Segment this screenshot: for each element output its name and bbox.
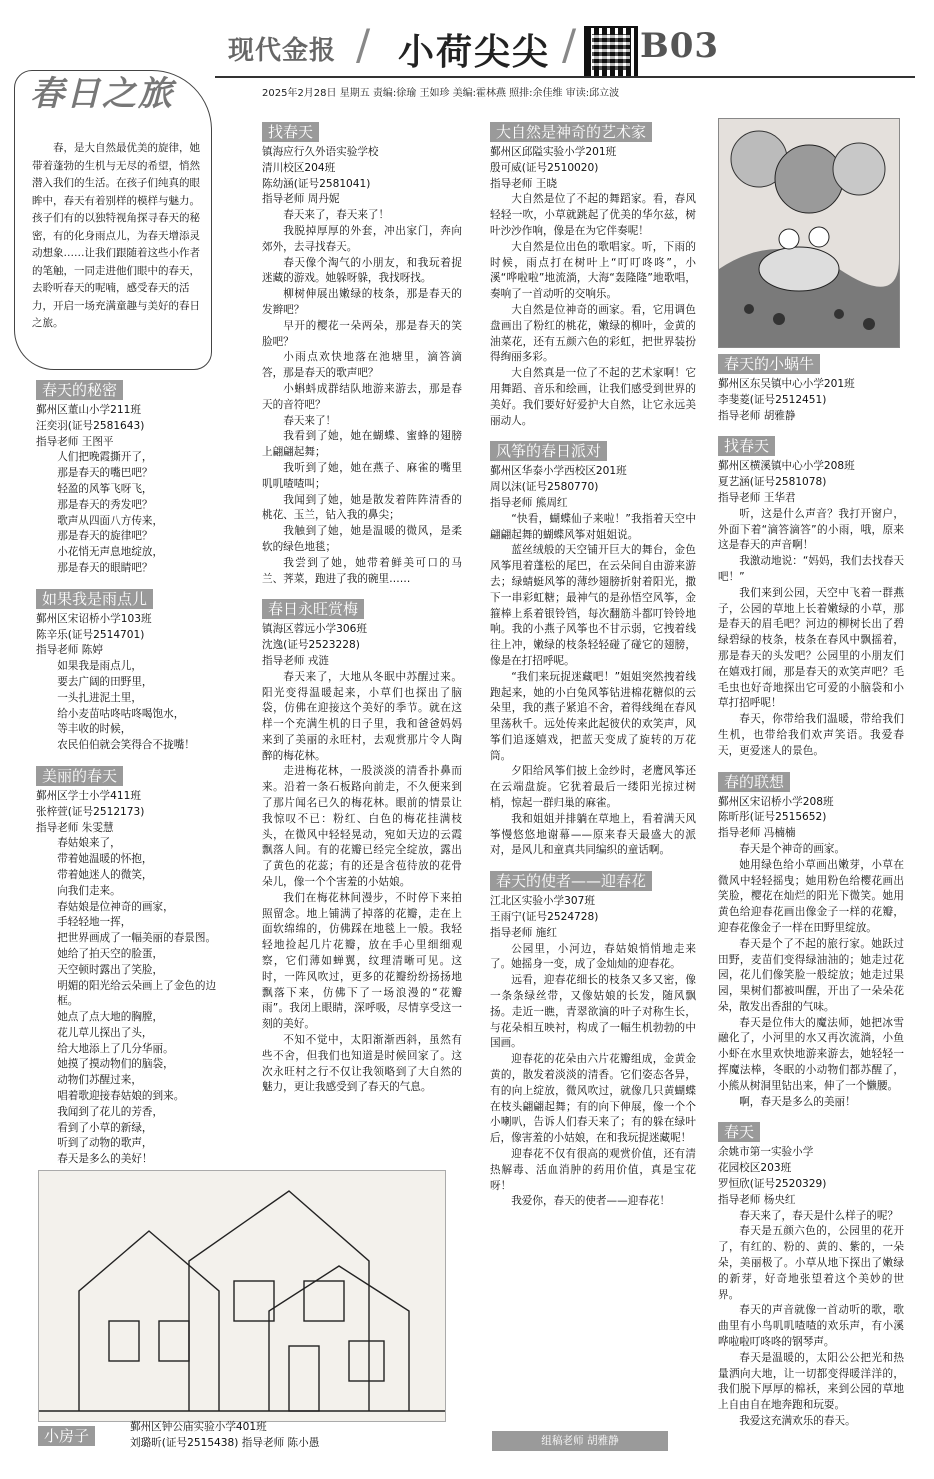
article-title: 找春天	[262, 122, 319, 142]
poem-line: 那是春天的旋律吧？	[57, 530, 153, 543]
article	[490, 437, 696, 859]
article-title: 大自然是神奇的艺术家	[490, 122, 652, 142]
column-1	[36, 376, 234, 1176]
article-byline: 指导老师 王华君	[718, 491, 796, 504]
house-caption-label	[38, 1425, 95, 1446]
poem-line: 那是春天的眼睛吧？	[57, 561, 153, 574]
section-title: 小荷尖尖	[398, 31, 551, 73]
caption-author: 刘璐昕(证号2515438) 指导老师 陈小愚	[130, 1436, 320, 1449]
article-title: 风筝的春日派对	[490, 441, 607, 461]
paragraph: 蓝丝绒般的天空铺开巨大的舞台，金色风筝甩着蓬松的尾巴，在云朵间自由游来游去；绿蜻蜓风筝的薄纱翅膀折射着阳光，撒下一串彩虹糖；最神气的是孙悟空风筝，金箍棒上系着银铃铛，每次翻筋斗都叮铃铃地响。我的小燕子风筝也不甘示弱，它拽着线往上冲，嫩绿的枝条轻轻碰了碰它的翅膀，像是在打招呼呢。	[490, 544, 696, 667]
qr-code-icon[interactable]	[584, 26, 638, 78]
newspaper-name: 现代金报	[228, 36, 337, 66]
poem-line: 如果我是雨点儿，	[57, 660, 142, 673]
poem-line: 天空顿时露出了笑脸，	[57, 963, 164, 976]
article-byline: 鄞州区东吴镇中心小学201班	[718, 378, 855, 390]
poem-line: 动物们苏醒过来，	[57, 1074, 142, 1087]
article-title: 找春天	[718, 436, 775, 456]
paragraph: 春天，你带给我们温暖，带给我们生机，也带给我们欢声笑语。我爱春天，更爱迷人的景色。	[718, 713, 904, 757]
paragraph: 大自然真是一位了不起的艺术家啊！它用舞蹈、音乐和绘画，让我们感受到世界的美好。我们要好好爱护大自然，让它永远美丽动人。	[490, 367, 696, 427]
article-byline: 陈昕彤(证号2515652)	[718, 811, 827, 824]
article-byline: 鄞州区学士小学411班	[36, 789, 141, 802]
poem-line: 花儿草儿探出了头，	[57, 1026, 153, 1039]
poem-line: 把世界画成了一幅美丽的春景图。	[57, 932, 217, 945]
article-byline: 李斐菱(证号2512451)	[718, 393, 827, 406]
paragraph: 我闻到了她，她是散发着阵阵清香的桃花、玉兰，钻入我的鼻尖；	[262, 493, 462, 522]
paragraph: 远看，迎春花细长的枝条又多又密，像一条条绿丝带，又像姑娘的长发，随风飘扬。走近一瞧，青翠欲滴的叶子对称生长，与花朵相互映衬，构成了一幅生机勃勃的中国画。	[490, 974, 696, 1050]
article-title: 春日永旺赏梅	[262, 599, 364, 619]
article-byline: 清川校区204班	[262, 161, 336, 174]
article-byline: 指导老师 胡雅静	[718, 409, 796, 422]
poem-line: 她给了拍天空的脸蛋，	[57, 947, 164, 960]
paragraph: 春天的声音就像一首动听的歌，歌曲里有小鸟叽叽喳喳的欢乐声，有小溪哗啦啦叮咚咚的钢琴声。	[718, 1304, 904, 1349]
article	[490, 118, 696, 429]
column-2	[262, 118, 462, 1104]
paragraph: 我爱这充满欢乐的春天。	[739, 1415, 856, 1428]
paragraph: 我们来到公园，天空中飞着一群燕子，公园的草地上长着嫩绿的小草，那是春天的眉毛吧？河边的柳树长出了碧绿碧绿的枝条，枝条在春风中飘摇着，那是春天的头发吧？公园里的小朋友们在嬉戏打闹，那是春天的欢笑声吧？毛毛虫也好奇地探出它可爱的小脑袋和小草打招呼呢！	[718, 586, 904, 710]
article	[262, 595, 462, 1096]
poem-line: 带着她温暖的怀抱，	[57, 853, 153, 866]
poem-line: 轻盈的风筝飞呀飞，	[57, 482, 153, 495]
column-3	[490, 118, 696, 1218]
article-byline: 殷可威(证号2510020)	[490, 161, 599, 174]
article	[718, 350, 904, 424]
poem-line: 手轻轻地一挥，	[57, 916, 132, 929]
article-byline: 指导老师 朱雯慧	[36, 821, 114, 834]
article-byline: 花园校区203班	[718, 1162, 792, 1175]
poem-line: 向我们走来。	[57, 884, 121, 897]
poem-line: 看到了小草的新绿，	[57, 1121, 153, 1134]
article-title: 春天的小蜗牛	[718, 354, 820, 374]
paragraph: 小雨点欢快地落在池塘里，滴答滴答，那是春天的歌声吧？	[262, 351, 462, 380]
paragraph: 公园里，小河边，春姑娘悄悄地走来了。她摇身一变，成了金灿灿的迎春花。	[490, 942, 696, 971]
article-byline: 鄞州区横溪镇中心小学208班	[718, 460, 855, 473]
poem-line: 春姑娘是位神奇的画家，	[57, 900, 174, 913]
editor-credit: 组稿老师 胡雅静	[492, 1431, 668, 1451]
poem-line: 明媚的阳光给云朵画上了金色的边框。	[57, 979, 217, 1008]
article-byline: 指导老师 戎涟	[262, 654, 329, 667]
article	[36, 585, 234, 754]
article-byline: 陈幼涵(证号2581041)	[262, 177, 371, 190]
poem-line: 小花悄无声息地绽放，	[57, 546, 164, 559]
article-title: 如果我是雨点儿	[36, 589, 153, 609]
poem-line: 她点了点大地的胸膛，	[57, 1011, 164, 1024]
poem-line: 人们把晚霞撕开了，	[57, 451, 153, 464]
paragraph: 我激动地说：“妈妈，我们去找春天吧！”	[718, 555, 904, 583]
poem-line: 我闻到了花儿的芳香，	[57, 1105, 164, 1118]
poem-line: 春姑娘来了，	[57, 837, 121, 850]
article	[36, 762, 234, 1168]
article-byline: 指导老师 周丹妮	[262, 193, 340, 206]
article-byline: 镇海应行久外语实验学校	[262, 146, 379, 158]
article	[718, 1118, 904, 1429]
paragraph: 春天来了，春天来了！	[283, 209, 390, 222]
article-byline: 陈辛乐(证号2514701)	[36, 628, 145, 641]
poem-line: 带着她迷人的微笑，	[57, 868, 153, 881]
article-title: 春天的使者——迎春花	[490, 871, 652, 891]
poem-line: 要去广阔的田野里，	[57, 675, 153, 688]
house-drawing	[38, 1170, 446, 1422]
paragraph: 春天来了！	[283, 414, 337, 427]
paragraph: 大自然是位神奇的画家。看，它用调色盘画出了粉红的桃花，嫩绿的柳叶，金黄的油菜花，还有五颜六色的彩虹，把世界装扮得绚丽多彩。	[490, 303, 696, 364]
article-title: 春天	[718, 1122, 760, 1142]
article-byline: 指导老师 陈婷	[36, 644, 103, 657]
paragraph: 大自然是位出色的歌唱家。听，下雨的时候，雨点打在树叶上“叮叮咚咚”，小溪“哗啦啦”地流淌，大海“轰隆隆”地歌唱，奏响了一首动听的交响乐。	[490, 240, 696, 301]
poem-line: 一头扎进泥土里，	[57, 691, 142, 704]
house-caption	[130, 1420, 319, 1451]
poem-line: 春天是多么的美好！	[57, 1153, 153, 1166]
poem-line: 听到了动物的歌声，	[57, 1137, 153, 1150]
paragraph: 春天来了，春天是什么样子的呢？	[739, 1209, 899, 1222]
article-byline: 王雨宁(证号2524728)	[490, 911, 599, 924]
article-title: 春天的秘密	[36, 380, 123, 400]
article-byline: 张梓萱(证号2512173)	[36, 805, 145, 818]
article-byline: 鄞州区董山小学211班	[36, 404, 141, 416]
dateline: 2025年2月28日 星期五 责编:徐瑜 王如珍 美编:霍林燕 照排:余佳维 审读:邱立波	[262, 88, 620, 99]
paragraph: 走进梅花林，一股淡淡的清香扑鼻而来。沿着一条石板路向前走，不久便来到了那片闻名已久的梅花林。眼前的情景让我惊叹不已：粉红、白色的梅花挂满枝头，在微风中轻轻晃动，宛如天边的云霞飘落人间。有的花瓣已经完全绽放，露出了黄色的花蕊；有的还是含苞待放的花骨朵儿，像一个个害羞的小姑娘。	[262, 765, 462, 889]
article-byline: 余姚市第一实验小学	[718, 1146, 814, 1159]
article	[490, 867, 696, 1210]
paragraph: 夕阳给风筝们披上金纱时，老鹰风筝还在云端盘旋。它犹着最后一缕阳光掠过树梢，惊起一群归巢的麻雀。	[490, 765, 696, 810]
paragraph: 她用绿色给小草画出嫩芽，小草在微风中轻轻摇曳；她用粉色给樱花画出笑脸，樱花在灿烂的阳光下微笑。她用黄色给迎春花画出像金子一样的花瓣，迎春花像金子一样在田野里绽放。	[718, 858, 904, 934]
paragraph: 早开的樱花一朵两朵，那是春天的笑脸吧？	[262, 319, 462, 348]
intro-title: 春日之旅	[30, 74, 174, 114]
article-byline: 夏艺涵(证号2581078)	[718, 476, 827, 489]
paragraph: “我们来玩捉迷藏吧！”姐姐突然拽着线跑起来，她的小白兔风筝钻进棉花糖似的云朵里，我的燕子紧追不舍，着得线绳在春风里荡秋千。远处传来此起彼伏的欢笑声，风筝们追逐嬉戏，把蓝天变成了旋转的万花筒。	[490, 670, 696, 762]
paragraph: 我们在梅花林间漫步，不时停下来拍照留念。地上铺满了掉落的花瓣，走在上面软绵绵的，仿佛踩在地毯上一般。我轻轻地捡起几片花瓣，放在手心里细细观察，它们薄如蝉翼，纹理清晰可见。这时，一阵风吹过，更多的花瓣纷纷扬扬地飘落下来，仿佛下了一场浪漫的“花瓣雨”。我闭上眼睛，深呼吸，尽情享受这一刻的美好。	[262, 891, 462, 1031]
poem-line: 等丰收的时候，	[57, 723, 132, 736]
caption-school: 鄞州区钟公庙实验小学401班	[130, 1421, 267, 1433]
divider-slash: /	[562, 20, 577, 69]
paragraph: 柳树伸展出嫩绿的枝条，那是春天的发辫吧？	[262, 288, 462, 316]
poem-line: 给小麦苗咕咚咕咚喝饱水，	[57, 707, 185, 720]
snail-drawing	[718, 118, 900, 348]
poem-line: 给大地添上了几分华丽。	[57, 1042, 174, 1055]
poem-line: 那是春天的嘴巴吧？	[57, 467, 153, 480]
column-4	[718, 350, 904, 1438]
article-byline: 鄞州区宋诏桥小学103班	[36, 612, 152, 625]
article-byline: 指导老师 熊周红	[490, 496, 568, 509]
paragraph: 春天是位伟大的魔法师，她把冰雪融化了，小河里的水又再次流淌，小鱼小虾在水里欢快地游来游去，她轻轻一挥魔法棒，冬眠的小动物们都苏醒了，小熊从树洞里钻出来，伸了一个懒腰。	[718, 1016, 904, 1092]
poem-line: 农民伯伯就会笑得合不拢嘴！	[57, 739, 195, 752]
paragraph: 听，这是什么声音？我打开窗户，外面下着“滴答滴答”的小雨，哦，原来这是春天的声音啊！	[718, 507, 904, 552]
header-rule	[215, 76, 915, 78]
paragraph: 春天是温暖的，太阳公公把光和热量洒向大地，让一切都变得暖洋洋的，我们脱下厚厚的棉袄，来到公园的草地上自由自在地奔跑和玩耍。	[718, 1351, 904, 1412]
paragraph: 我和姐姐并排躺在草地上，看着满天风筝慢悠悠地谢幕——原来春天最盛大的派对，是风儿和童真共同编织的童话啊。	[490, 812, 696, 857]
article-byline: 指导老师 王晓	[490, 177, 557, 190]
article	[718, 768, 904, 1111]
paragraph: 不知不觉中，太阳渐渐西斜，虽然有些不舍，但我们也知道是时候回家了。这次永旺村之行不仅让我领略到了大自然的魅力，更让我感受到了春天的气息。	[262, 1034, 462, 1094]
paragraph: 小蝌蚪成群结队地游来游去，那是春天的音符吧？	[262, 382, 462, 411]
poem-line: 唱着歌迎接春姑娘的到来。	[57, 1090, 185, 1103]
article	[36, 376, 234, 577]
article-byline: 指导老师 杨央红	[718, 1193, 796, 1206]
paragraph: 春天是个神奇的画家。	[739, 842, 846, 855]
article-byline: 鄞州区宋诏桥小学208班	[718, 795, 834, 808]
page-number: B03	[640, 26, 720, 66]
paragraph: 我听到了她，她在燕子、麻雀的嘴里叽叽喳喳叫；	[262, 461, 462, 490]
intro-text: 春，是大自然最优美的旋律，她带着蓬勃的生机与无尽的希望，悄然潜入我们的生活。在孩子们纯真的眼眸中，春天有着别样的模样与魅力。孩子们有的以独特视角探寻春天的秘密，有的化身雨点儿，为春天增添灵动想象……让我们跟随着这些小作者的笔触，一同走进他们眼中的春天，去聆听春天的呢喃，感受春天的活力，开启一场充满童趣与美好的春日之旅。	[32, 142, 200, 329]
paragraph: 春天是个了不起的旅行家。她跃过田野，麦苗们变得绿油油的；她走过花园，花儿们像笑脸一般绽放；她走过果园，果树们都被叫醒，开出了一朵朵花朵，散发出香甜的气味。	[718, 937, 904, 1013]
poem-line: 那是春天的秀发吧？	[57, 498, 153, 511]
paragraph: 大自然是位了不起的舞蹈家。看，春风轻轻一吹，小草就跳起了优美的华尔兹，树叶沙沙作响，像是在为它伴奏呢！	[490, 193, 696, 237]
article-byline: 鄞州区华泰小学西校区201班	[490, 465, 627, 478]
poem-line: 她摸了摸动物们的脑袋，	[57, 1058, 174, 1071]
article-byline: 指导老师 施红	[490, 926, 557, 939]
poem-line: 歌声从四面八方传来，	[57, 514, 164, 527]
paragraph: 我爱你，春天的使者——迎春花！	[511, 1195, 671, 1208]
article-byline: 指导老师 冯楠楠	[718, 827, 796, 840]
article-byline: 鄞州区邱隘实验小学201班	[490, 146, 617, 158]
article-byline: 沈逸(证号2523228)	[262, 639, 360, 652]
article-byline: 周以沫(证号2580770)	[490, 481, 599, 494]
paragraph: 我尝到了她，她带着鲜美可口的马兰、荠菜，跑进了我的碗里……	[262, 556, 462, 585]
article-title: 美丽的春天	[36, 766, 123, 786]
paragraph: “快看，蝴蝶仙子来啦！”我指着天空中翩翩起舞的蝴蝶风筝对姐姐说。	[490, 512, 696, 541]
paragraph: 迎春花的花朵由六片花瓣组成，金黄金黄的，散发着淡淡的清香。它们姿态各异，有的向上绽放，微风吹过，就像几只黄蝴蝶在枝头翩翩起舞；有的向下伸展，像一个个小喇叭，告诉人们春天来了；有的躲在绿叶后，像害羞的小姑娘，在和我玩捉迷藏呢！	[490, 1053, 696, 1145]
paragraph: 我看到了她，她在蝴蝶、蜜蜂的翅膀上翩翩起舞；	[262, 430, 462, 459]
article-byline: 镇海区蓉远小学306班	[262, 623, 367, 636]
article-byline: 罗恒欣(证号2520329)	[718, 1178, 827, 1191]
house-illustration	[39, 1171, 445, 1421]
article-byline: 指导老师 王图平	[36, 435, 114, 448]
paragraph: 春天来了，大地从冬眠中苏醒过来。阳光变得温暖起来，小草们也探出了脑袋，仿佛在迎接这个美好的季节。就在这样一个充满生机的日子里，我和爸爸妈妈来到了美丽的永旺村，去观赏那片令人陶醉的梅花林。	[262, 670, 462, 762]
article	[262, 118, 462, 587]
paragraph: 我脱掉厚厚的外套，冲出家门，奔向郊外，去寻找春天。	[262, 224, 462, 253]
article-byline: 江北区实验小学307班	[490, 895, 595, 908]
article-byline: 汪奕羽(证号2581643)	[36, 419, 145, 432]
divider-slash: /	[356, 20, 371, 69]
paragraph: 春天像个淘气的小朋友，和我玩着捉迷藏的游戏。她躲呀躲，我找呀找。	[262, 256, 462, 285]
article-title: 春的联想	[718, 772, 790, 792]
paragraph: 啊，春天是多么的美丽！	[739, 1095, 856, 1108]
caption-tag: 小房子	[38, 1426, 95, 1446]
article	[718, 432, 904, 759]
paragraph: 我触到了她，她是温暖的微风，是柔软的绿色地毯；	[262, 525, 462, 553]
snail-illustration	[719, 119, 899, 347]
paragraph: 迎春花不仅有很高的观赏价值，还有清热解毒、活血消肿的药用价值，真是宝花呀！	[490, 1148, 696, 1192]
paragraph: 春天是五颜六色的，公园里的花开了，有红的、粉的、黄的、紫的，一朵朵，美丽极了。小草从地下探出了嫩绿的新芽，好奇地张望着这个美妙的世界。	[718, 1225, 904, 1301]
